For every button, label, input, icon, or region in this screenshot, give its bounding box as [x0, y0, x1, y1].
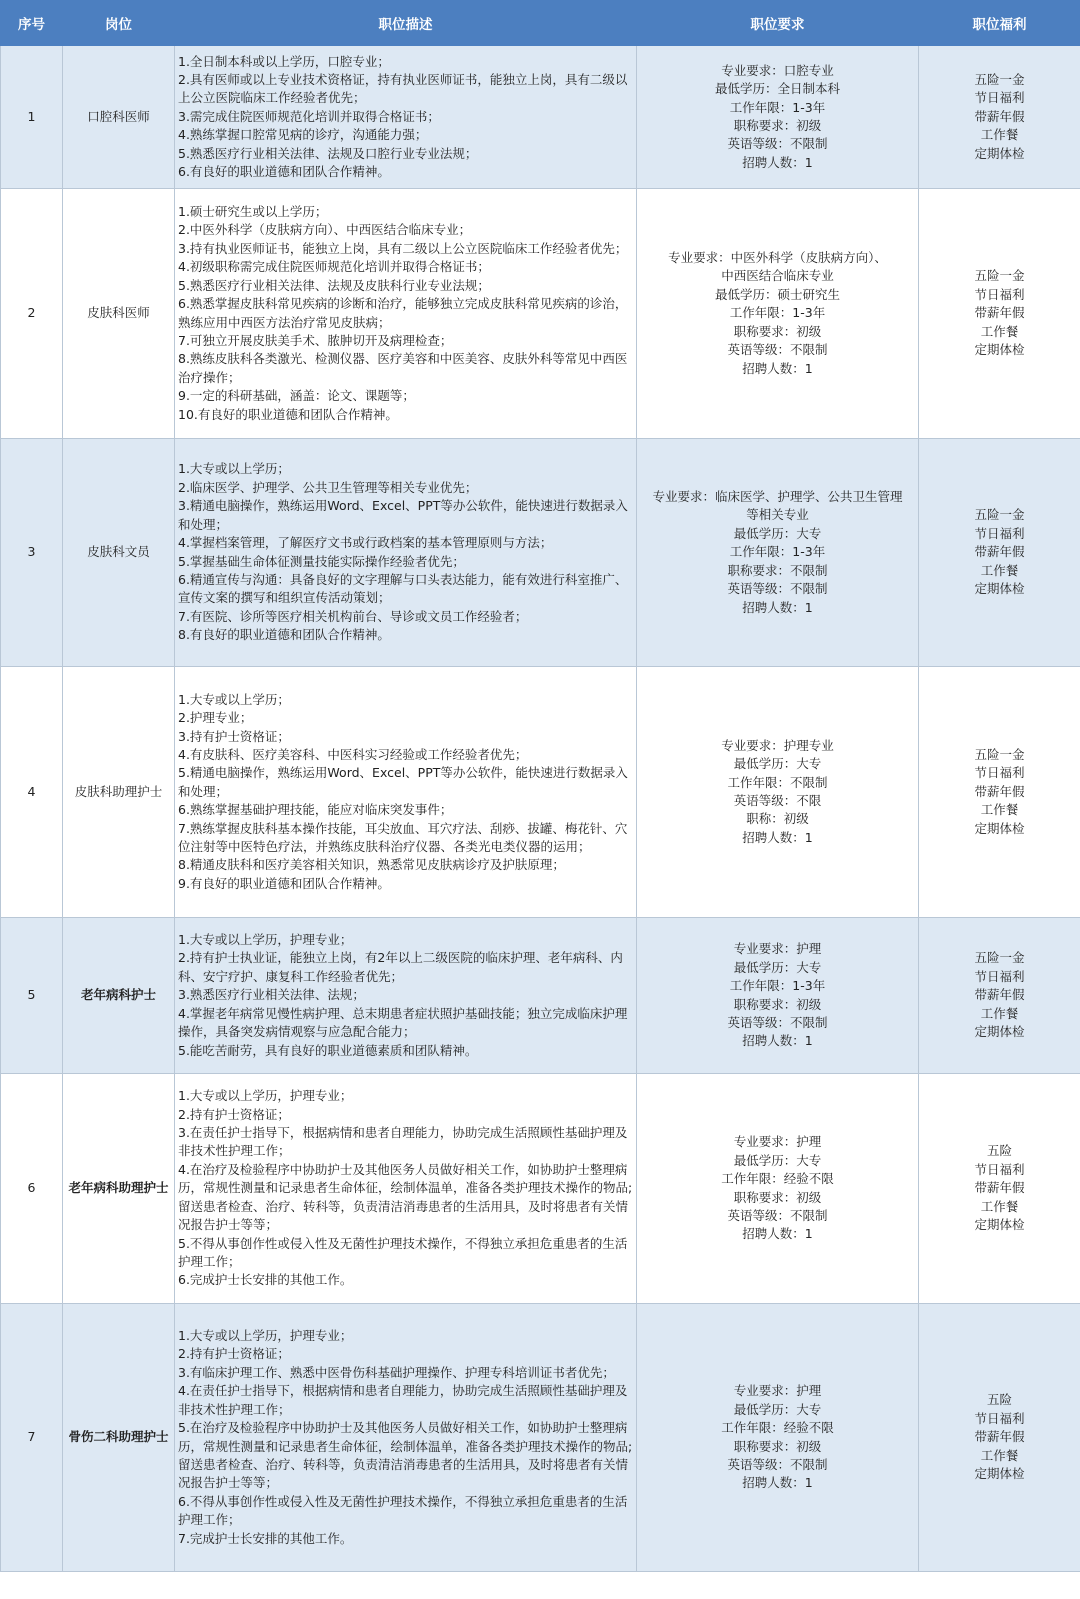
description-line: 2.持有护士执业证，能独立上岗，有2年以上二级医院的临床护理、老年病科、内科、安宁疗护、康复科工作经验者优先； — [178, 950, 623, 984]
description-cell — [175, 918, 637, 1074]
requirement-line: 工作年限：1-3年 — [729, 99, 826, 115]
requirement-line: 英语等级：不限制 — [727, 581, 828, 597]
requirement-line: 职称要求：不限制 — [727, 562, 828, 578]
requirement-line: 等相关专业 — [746, 507, 809, 523]
description-line: 3.精通电脑操作，熟练运用Word、Excel、PPT等办公软件，能快速进行数据录入和处理； — [178, 498, 628, 532]
description-line: 1.大专或以上学历； — [178, 691, 290, 707]
benefit-line: 带薪年假 — [974, 987, 1025, 1003]
description-line: 4.掌握老年病常见慢性病护理、总末期患者症状照护基础技能；独立完成临床护理操作，具备突发病情观察与应急配合能力； — [178, 1005, 628, 1040]
benefit-line: 节日福利 — [974, 90, 1025, 106]
description-line: 6.精通宣传与沟通：具备良好的文字理解与口头表达能力，能有效进行科室推广、宣传文案的撰写和组织宣传活动策划； — [178, 571, 628, 606]
description-line: 9.一定的科研基础，涵盖：论文、课题等； — [178, 388, 415, 404]
header-description: 职位描述 — [175, 1, 637, 46]
benefit-line: 带薪年假 — [974, 1180, 1025, 1196]
description-cell — [175, 1304, 637, 1572]
description-line: 3.有临床护理工作、熟悉中医骨伤科基础护理操作、护理专科培训证书者优先； — [178, 1364, 615, 1380]
requirements-cell — [637, 439, 919, 667]
requirements-cell — [637, 1304, 919, 1572]
description-cell — [175, 439, 637, 667]
description-line: 4.初级职称需完成住院医师规范化培训并取得合格证书； — [178, 259, 490, 275]
requirement-line: 最低学历：大专 — [733, 1401, 822, 1417]
requirements-cell — [637, 1074, 919, 1304]
table-row — [1, 189, 1080, 439]
header-requirements: 职位要求 — [637, 1, 919, 46]
requirement-line: 工作年限：经验不限 — [721, 1171, 834, 1187]
position-cell: 老年病科助理护士 — [63, 1074, 175, 1304]
description-line: 5.熟悉医疗行业相关法律、法规及皮肤科行业专业法规； — [178, 277, 490, 293]
requirement-line: 英语等级：不限制 — [727, 1456, 828, 1472]
benefits-cell — [919, 918, 1080, 1074]
description-cell — [175, 46, 637, 189]
requirement-line: 职称要求：初级 — [733, 1189, 822, 1205]
requirement-line: 职称要求：初级 — [733, 996, 822, 1012]
benefit-line: 五险一金 — [974, 507, 1025, 523]
benefit-line: 节日福利 — [974, 1161, 1025, 1177]
description-line: 3.持有执业医师证书，能独立上岗，具有二级以上公立医院临床工作经验者优先； — [178, 240, 628, 256]
description-line: 6.完成护士长安排的其他工作。 — [178, 1272, 353, 1288]
requirement-line: 工作年限：不限制 — [727, 774, 828, 790]
benefit-line: 定期体检 — [974, 1466, 1025, 1482]
table-row — [1, 918, 1080, 1074]
requirement-line: 最低学历：硕士研究生 — [714, 286, 840, 302]
benefit-line: 五险 — [986, 1392, 1012, 1408]
benefit-line: 带薪年假 — [974, 305, 1025, 321]
requirement-line: 职称要求：初级 — [733, 1438, 822, 1454]
benefit-line: 五险一金 — [974, 71, 1025, 87]
position-cell: 口腔科医师 — [63, 46, 175, 189]
benefit-line: 五险一金 — [974, 950, 1025, 966]
description-cell — [175, 1074, 637, 1304]
description-line: 3.需完成住院医师规范化培训并取得合格证书； — [178, 108, 440, 124]
requirement-line: 最低学历：大专 — [733, 525, 822, 541]
benefit-line: 工作餐 — [980, 1447, 1019, 1463]
requirement-line: 专业要求：中医外科学（皮肤病方向）、 — [668, 250, 887, 266]
benefit-line: 定期体检 — [974, 581, 1025, 597]
requirements-cell — [637, 46, 919, 189]
description-line: 6.熟练掌握基础护理技能，能应对临床突发事件； — [178, 802, 453, 818]
benefits-cell — [919, 667, 1080, 918]
table-row — [1, 46, 1080, 189]
row-index: 6 — [1, 1074, 63, 1304]
description-line: 2.持有护士资格证； — [178, 1346, 290, 1362]
benefit-line: 带薪年假 — [974, 783, 1025, 799]
benefits-cell — [919, 46, 1080, 189]
requirement-line: 专业要求：护理 — [733, 1134, 822, 1150]
description-line: 9.有良好的职业道德和团队合作精神。 — [178, 875, 390, 891]
description-line: 8.有良好的职业道德和团队合作精神。 — [178, 627, 390, 643]
requirement-line: 专业要求：临床医学、护理学、公共卫生管理 — [652, 489, 903, 505]
benefit-line: 五险一金 — [974, 746, 1025, 762]
description-line: 6.有良好的职业道德和团队合作精神。 — [178, 164, 390, 180]
requirements-cell — [637, 918, 919, 1074]
requirements-cell — [637, 189, 919, 439]
requirement-line: 专业要求：口腔专业 — [721, 62, 834, 78]
description-line: 5.能吃苦耐劳，具有良好的职业道德素质和团队精神。 — [178, 1042, 478, 1058]
requirement-line: 招聘人数：1 — [742, 1475, 813, 1491]
description-line: 3.熟悉医疗行业相关法律、法规； — [178, 987, 365, 1003]
description-line: 5.熟悉医疗行业相关法律、法规及口腔行业专业法规； — [178, 145, 478, 161]
requirement-line: 英语等级：不限制 — [727, 1014, 828, 1030]
header-row — [1, 1, 1080, 46]
description-line: 1.大专或以上学历，护理专业； — [178, 1088, 353, 1104]
benefits-cell — [919, 1074, 1080, 1304]
requirement-line: 工作年限：1-3年 — [729, 978, 826, 994]
benefit-line: 节日福利 — [974, 765, 1025, 781]
description-line: 2.护理专业； — [178, 710, 253, 726]
requirement-line: 职称要求：初级 — [733, 323, 822, 339]
description-line: 10.有良好的职业道德和团队合作精神。 — [178, 406, 398, 422]
row-index: 4 — [1, 667, 63, 918]
benefit-line: 定期体检 — [974, 820, 1025, 836]
benefits-cell — [919, 439, 1080, 667]
description-cell — [175, 667, 637, 918]
description-line: 7.熟练掌握皮肤科基本操作技能，耳尖放血、耳穴疗法、刮痧、拔罐、梅花针、穴位注射等中医特色疗法，并熟练皮肤科治疗仪器、各类光电类仪器的运用； — [178, 820, 628, 855]
requirement-line: 招聘人数：1 — [742, 1033, 813, 1049]
description-line: 2.持有护士资格证； — [178, 1106, 290, 1122]
description-line: 1.大专或以上学历，护理专业； — [178, 932, 353, 948]
description-line: 1.大专或以上学历； — [178, 461, 290, 477]
header-benefits: 职位福利 — [919, 1, 1080, 46]
table-row — [1, 439, 1080, 667]
benefit-line: 工作餐 — [980, 127, 1019, 143]
benefit-line: 节日福利 — [974, 525, 1025, 541]
requirement-line: 最低学历：大专 — [733, 959, 822, 975]
requirement-line: 最低学历：大专 — [733, 1152, 822, 1168]
benefit-line: 定期体检 — [974, 342, 1025, 358]
requirement-line: 职称：初级 — [746, 811, 809, 827]
requirement-line: 专业要求：护理专业 — [721, 737, 834, 753]
description-line: 6.不得从事创作性或侵入性及无菌性护理技术操作，不得独立承担危重患者的生活护理工作； — [178, 1493, 628, 1528]
benefit-line: 工作餐 — [980, 1198, 1019, 1214]
requirement-line: 职称要求：初级 — [733, 118, 822, 133]
requirement-line: 工作年限：经验不限 — [721, 1420, 834, 1436]
description-line: 4.在责任护士指导下，根据病情和患者自理能力，协助完成生活照顾性基础护理及非技术性护理工作； — [178, 1383, 628, 1417]
description-line: 2.中医外科学（皮肤病方向）、中西医结合临床专业； — [178, 222, 472, 238]
benefit-line: 工作餐 — [980, 562, 1019, 578]
position-cell: 老年病科护士 — [63, 918, 175, 1074]
position-cell: 皮肤科助理护士 — [63, 667, 175, 918]
position-cell: 骨伤二科助理护士 — [63, 1304, 175, 1572]
description-line: 4.在治疗及检验程序中协助护士及其他医务人员做好相关工作，如协助护士整理病历，常规性测量和记录患者生命体征，绘制体温单，准备各类护理技术操作的物品;留送患者检查、治疗、转科等，负责清洁消毒患者的生活用具，及时将患者有关情况报告护士等等； — [178, 1161, 633, 1233]
description-line: 8.精通皮肤科和医疗美容相关知识，熟悉常见皮肤病诊疗及护肤原理； — [178, 857, 565, 873]
requirement-line: 最低学历：大专 — [733, 756, 822, 772]
requirement-line: 英语等级：不限制 — [727, 1207, 828, 1223]
row-index: 2 — [1, 189, 63, 439]
header-position: 岗位 — [63, 1, 175, 46]
benefits-cell — [919, 189, 1080, 439]
requirement-line: 最低学历：全日制本科 — [714, 81, 840, 97]
description-line: 5.掌握基础生命体征测量技能实际操作经验者优先； — [178, 553, 465, 569]
benefit-line: 节日福利 — [974, 286, 1025, 302]
requirement-line: 专业要求：护理 — [733, 1383, 822, 1399]
benefit-line: 定期体检 — [974, 1217, 1025, 1233]
requirements-cell — [637, 667, 919, 918]
position-cell: 皮肤科医师 — [63, 189, 175, 439]
description-line: 2.临床医学、护理学、公共卫生管理等相关专业优先； — [178, 479, 478, 495]
description-line: 1.全日制本科或以上学历，口腔专业； — [178, 53, 390, 69]
requirement-line: 招聘人数：1 — [742, 599, 813, 615]
description-line: 4.有皮肤科、医疗美容科、中医科实习经验或工作经验者优先； — [178, 746, 528, 762]
description-line: 4.熟练掌握口腔常见病的诊疗，沟通能力强； — [178, 127, 428, 143]
description-line: 3.在责任护士指导下，根据病情和患者自理能力，协助完成生活照顾性基础护理及非技术性护理工作； — [178, 1125, 628, 1159]
description-line: 5.不得从事创作性或侵入性及无菌性护理技术操作，不得独立承担危重患者的生活护理工作； — [178, 1235, 628, 1269]
table-row — [1, 1074, 1080, 1304]
requirement-line: 中西医结合临床专业 — [721, 268, 834, 284]
requirement-line: 招聘人数：1 — [742, 1226, 813, 1242]
description-line: 3.持有护士资格证； — [178, 728, 290, 744]
benefit-line: 定期体检 — [974, 145, 1025, 161]
description-line: 5.精通电脑操作，熟练运用Word、Excel、PPT等办公软件，能快速进行数据录入和处理； — [178, 765, 628, 799]
description-cell — [175, 189, 637, 439]
benefit-line: 工作餐 — [980, 323, 1019, 339]
requirement-line: 英语等级：不限制 — [727, 136, 828, 152]
benefit-line: 定期体检 — [974, 1024, 1025, 1040]
requirement-line: 专业要求：护理 — [733, 941, 822, 957]
benefit-line: 工作餐 — [980, 802, 1019, 818]
description-line: 1.硕士研究生或以上学历； — [178, 204, 328, 220]
table-row — [1, 1304, 1080, 1572]
header-index: 序号 — [1, 1, 63, 46]
description-line: 7.有医院、诊所等医疗相关机构前台、导诊或文员工作经验者； — [178, 608, 528, 624]
row-index: 1 — [1, 46, 63, 189]
requirement-line: 招聘人数：1 — [742, 829, 813, 845]
benefit-line: 五险一金 — [974, 268, 1025, 284]
benefit-line: 节日福利 — [974, 968, 1025, 984]
benefits-cell — [919, 1304, 1080, 1572]
description-line: 4.掌握档案管理，了解医疗文书或行政档案的基本管理原则与方法； — [178, 535, 553, 551]
requirement-line: 工作年限：1-3年 — [729, 305, 826, 321]
description-line: 1.大专或以上学历，护理专业； — [178, 1328, 353, 1344]
description-line: 8.熟练皮肤科各类激光、检测仪器、医疗美容和中医美容、皮肤外科等常见中西医治疗操作； — [178, 351, 628, 385]
description-line: 2.具有医师或以上专业技术资格证，持有执业医师证书，能独立上岗，具有二级以上公立医院临床工作经验者优先； — [178, 71, 628, 106]
description-line: 5.在治疗及检验程序中协助护士及其他医务人员做好相关工作，如协助护士整理病历，常规性测量和记录患者生命体征，绘制体温单，准备各类护理技术操作的物品;留送患者检查、治疗、转科等，负责清洁消毒患者的生活用具，及时将患者有关情况报告护士等等； — [178, 1420, 633, 1491]
benefit-line: 带薪年假 — [974, 108, 1025, 124]
benefit-line: 带薪年假 — [974, 544, 1025, 560]
requirement-line: 工作年限：1-3年 — [729, 544, 826, 560]
requirement-line: 招聘人数：1 — [742, 360, 813, 376]
description-line: 7.完成护士长安排的其他工作。 — [178, 1530, 353, 1546]
requirement-line: 英语等级：不限 — [733, 793, 822, 808]
requirement-line: 英语等级：不限制 — [727, 342, 828, 358]
benefit-line: 五险 — [986, 1143, 1012, 1159]
row-index: 3 — [1, 439, 63, 667]
benefit-line: 节日福利 — [974, 1410, 1025, 1426]
benefit-line: 带薪年假 — [974, 1429, 1025, 1445]
table-row — [1, 667, 1080, 918]
row-index: 7 — [1, 1304, 63, 1572]
position-cell: 皮肤科文员 — [63, 439, 175, 667]
benefit-line: 工作餐 — [980, 1005, 1019, 1021]
description-line: 6.熟悉掌握皮肤科常见疾病的诊断和治疗，能够独立完成皮肤科常见疾病的诊治，熟练应用中西医方法治疗常见皮肤病； — [178, 296, 628, 330]
row-index: 5 — [1, 918, 63, 1074]
description-line: 7.可独立开展皮肤美手术、脓肿切开及病理检查； — [178, 332, 453, 348]
requirement-line: 招聘人数：1 — [742, 154, 813, 170]
